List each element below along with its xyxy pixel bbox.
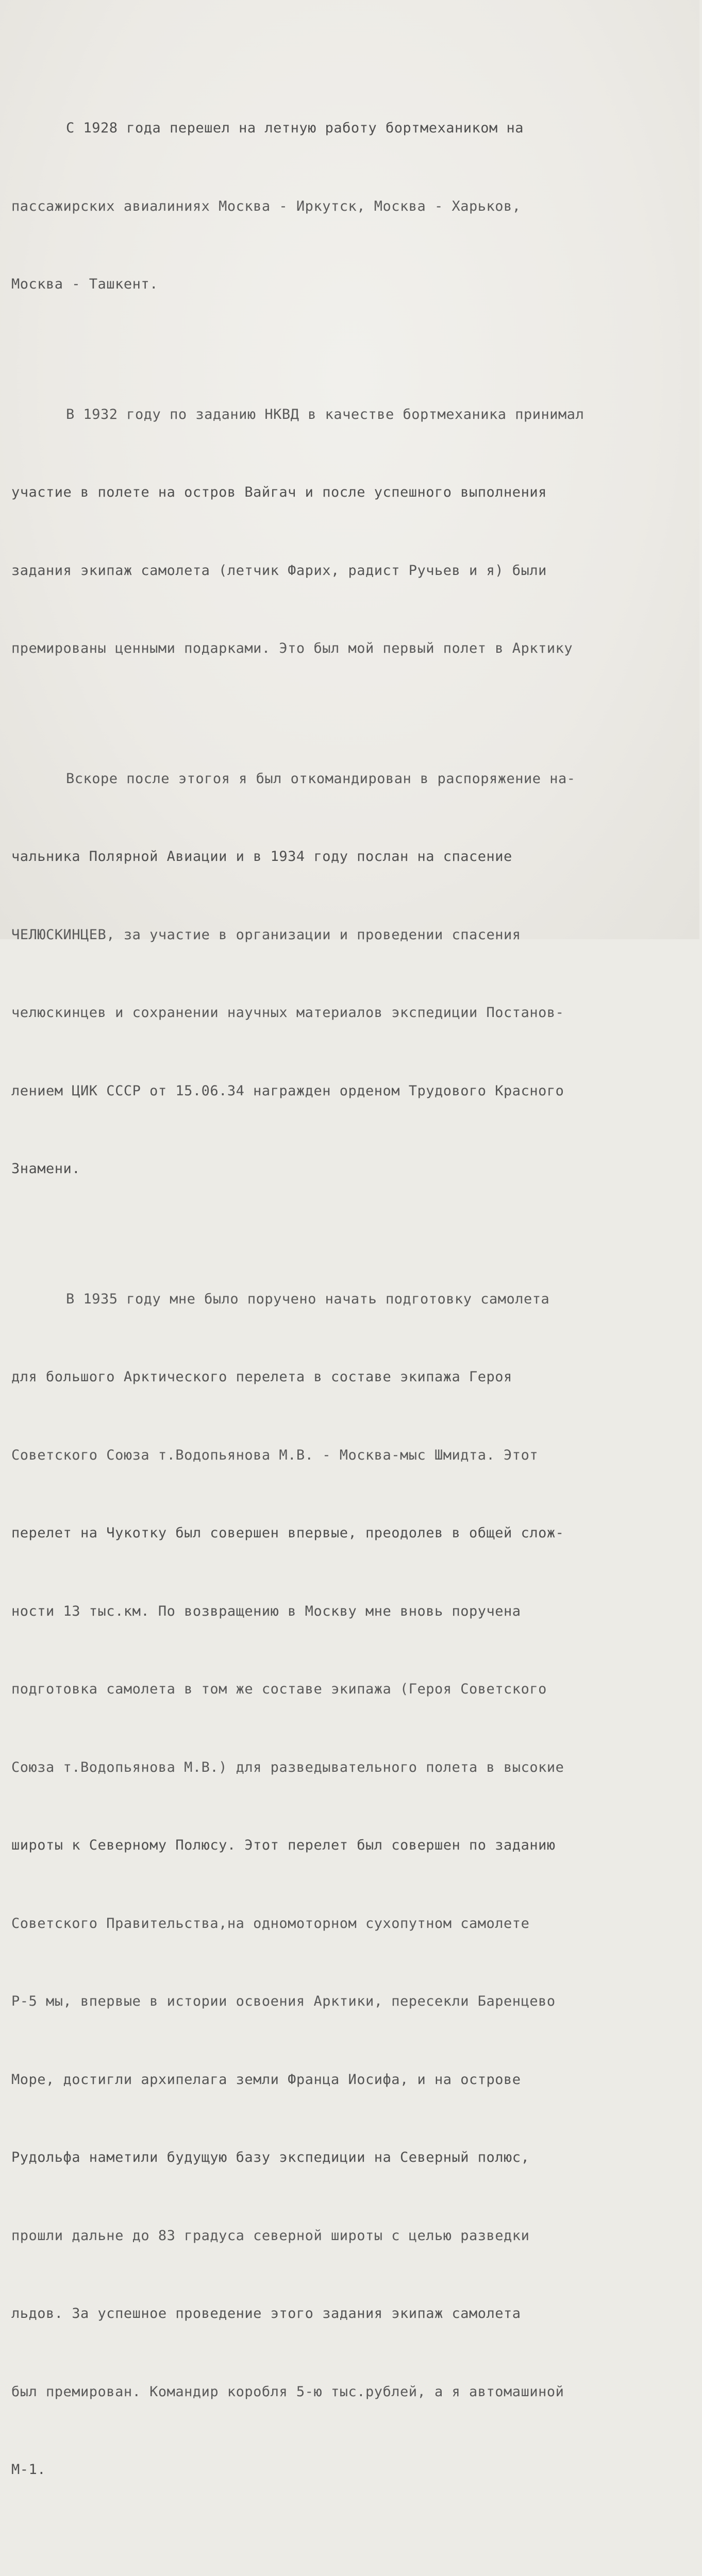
text-line: подготовка самолета в том же составе экипажа (Героя Советского [11, 1681, 547, 1697]
text-line: челюскинцев и сохранении научных материалов экспедиции Постанов- [11, 1005, 564, 1021]
text-line: чальника Полярной Авиации и в 1934 году послан на спасение [11, 849, 512, 865]
text-line: был премирован. Командир коробля 5-ю тыс.рублей, а я автомашиной [11, 2383, 564, 2400]
text-line: Вскоре после этогоя я был откомандирован в распоряжение на- [66, 770, 576, 787]
text-line: льдов. За успешное проведение этого задания экипаж самолета [11, 2306, 521, 2321]
text-line: пассажирских авиалиниях Москва - Иркутск, Москва - Харьков, [11, 198, 521, 214]
text-line: Рудольфа наметили будущую базу экспедиции на Северный полюс, [11, 2149, 530, 2165]
text-line: прошли дальне до 83 градуса северной широты с целью разведки [11, 2227, 530, 2244]
text-line: Море, достигли архипелага земли Франца Иосифа, и на острове [11, 2071, 521, 2088]
text-line: для большого Арктического перелета в составе экипажа Героя [11, 1369, 512, 1385]
text-line: премированы ценными подарками. Это был мой первый полет в Арктику [11, 640, 573, 656]
text-line: ности 13 тыс.км. По возвращению в Москву мне вновь поручена [11, 1603, 521, 1619]
text-line: Советского Правительства,на одномоторном сухопутном самолете [11, 1915, 530, 1931]
text-line: перелет на Чукотку был совершен впервые, преодолев в общей слож- [11, 1525, 564, 1541]
text-line: В 1932 году по заданию НКВД в качестве бортмеханика принимал [66, 406, 584, 422]
text-line: В 1935 году мне было поручено начать подготовку самолета [66, 1291, 550, 1307]
text-line: М-1. [11, 2462, 46, 2478]
text-line: Р-5 мы, впервые в истории освоения Арктики, пересекли Баренцево [11, 1993, 556, 2009]
text-line: Союза т.Водопьянова М.В.) для разведывательного полета в высокие [11, 1759, 564, 1775]
text-line: Советского Союза т.Водопьянова М.В. - Москва-мыс Шмидта. Этот [11, 1447, 539, 1463]
text-line: участие в полете на остров Вайгач и после успешного выполнения [11, 484, 547, 500]
text-line: широты к Северному Полюсу. Этот перелет был совершен по заданию [11, 1837, 556, 1853]
text-line: Москва - Ташкент. [11, 276, 158, 292]
text-line: ЧЕЛЮСКИНЦЕВ, за участие в организации и проведении спасения [11, 926, 521, 943]
text-line: задания экипаж самолета (летчик Фарих, радист Ручьев и я) были [11, 562, 547, 579]
text-line: С 1928 года перешел на летную работу бортмехаником на [66, 120, 524, 136]
text-line: Знамени. [11, 1161, 81, 1177]
document-body [11, 11, 702, 2576]
text-line: лением ЦИК СССР от 15.06.34 награжден орденом Трудового Красного [11, 1082, 564, 1099]
